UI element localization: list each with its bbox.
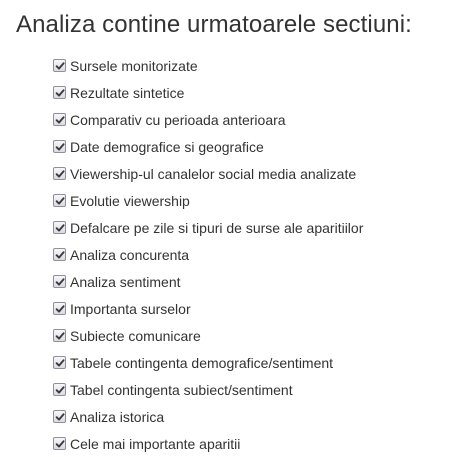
checkmark-icon bbox=[55, 412, 65, 422]
section-item[interactable] bbox=[53, 268, 363, 295]
checkmark-icon bbox=[55, 142, 65, 152]
section-item[interactable] bbox=[53, 187, 363, 214]
checkbox[interactable] bbox=[53, 356, 66, 369]
section-label: Analiza sentiment bbox=[70, 273, 181, 290]
section-item[interactable] bbox=[53, 79, 363, 106]
checkbox[interactable] bbox=[53, 302, 66, 315]
section-label: Sursele monitorizate bbox=[70, 57, 198, 74]
checkbox[interactable] bbox=[53, 329, 66, 342]
checkmark-icon bbox=[55, 88, 65, 98]
section-heading: Analiza contine urmatoarele sectiuni: bbox=[16, 11, 412, 38]
checkbox[interactable] bbox=[53, 383, 66, 396]
checkmark-icon bbox=[55, 169, 65, 179]
checkmark-icon bbox=[55, 331, 65, 341]
section-item[interactable] bbox=[53, 52, 363, 79]
section-label: Cele mai importante aparitii bbox=[70, 435, 241, 452]
section-item[interactable] bbox=[53, 106, 363, 133]
section-item[interactable] bbox=[53, 133, 363, 160]
section-item[interactable] bbox=[53, 430, 363, 457]
section-item[interactable] bbox=[53, 295, 363, 322]
checkmark-icon bbox=[55, 358, 65, 368]
section-label: Tabel contingenta subiect/sentiment bbox=[70, 381, 293, 398]
section-label: Evolutie viewership bbox=[70, 192, 190, 209]
section-label: Viewership-ul canalelor social media analizate bbox=[70, 165, 357, 182]
checkmark-icon bbox=[55, 277, 65, 287]
checkmark-icon bbox=[55, 115, 65, 125]
section-item[interactable] bbox=[53, 322, 363, 349]
section-item[interactable] bbox=[53, 160, 363, 187]
checkmark-icon bbox=[55, 61, 65, 71]
checkbox[interactable] bbox=[53, 113, 66, 126]
section-label: Analiza istorica bbox=[70, 408, 165, 425]
section-item[interactable] bbox=[53, 403, 363, 430]
checkbox[interactable] bbox=[53, 167, 66, 180]
checkbox[interactable] bbox=[53, 275, 66, 288]
checkbox[interactable] bbox=[53, 221, 66, 234]
checkmark-icon bbox=[55, 439, 65, 449]
checkbox[interactable] bbox=[53, 194, 66, 207]
checkmark-icon bbox=[55, 304, 65, 314]
checkbox[interactable] bbox=[53, 248, 66, 261]
section-item[interactable] bbox=[53, 349, 363, 376]
section-label: Tabele contingenta demografice/sentiment bbox=[70, 354, 334, 371]
checkmark-icon bbox=[55, 385, 65, 395]
section-label: Defalcare pe zile si tipuri de surse ale aparitiilor bbox=[70, 219, 364, 236]
section-label: Rezultate sintetice bbox=[70, 84, 185, 101]
checkbox[interactable] bbox=[53, 437, 66, 450]
section-label: Comparativ cu perioada anterioara bbox=[70, 111, 286, 128]
checkbox[interactable] bbox=[53, 140, 66, 153]
sections-checklist bbox=[53, 52, 363, 457]
section-label: Subiecte comunicare bbox=[70, 327, 201, 344]
checkmark-icon bbox=[55, 223, 65, 233]
section-item[interactable] bbox=[53, 241, 363, 268]
checkmark-icon bbox=[55, 250, 65, 260]
section-label: Importanta surselor bbox=[70, 300, 191, 317]
checkbox[interactable] bbox=[53, 410, 66, 423]
checkmark-icon bbox=[55, 196, 65, 206]
checkbox[interactable] bbox=[53, 86, 66, 99]
section-item[interactable] bbox=[53, 376, 363, 403]
section-label: Date demografice si geografice bbox=[70, 138, 264, 155]
section-item[interactable] bbox=[53, 214, 363, 241]
checkbox[interactable] bbox=[53, 59, 66, 72]
section-label: Analiza concurenta bbox=[70, 246, 190, 263]
